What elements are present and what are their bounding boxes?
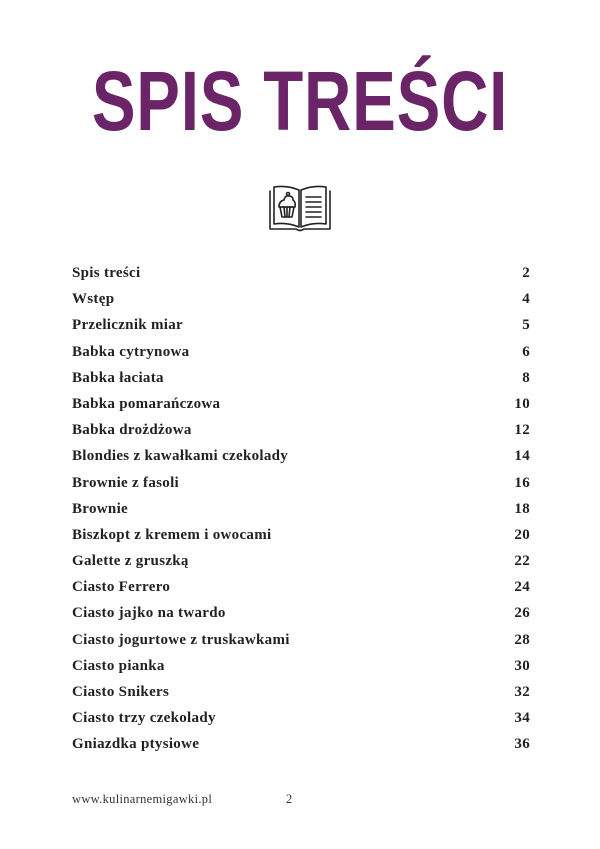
toc-entry-page-number: 12 — [514, 422, 530, 439]
toc-entry[interactable] — [72, 710, 530, 736]
toc-entry[interactable] — [72, 736, 530, 762]
toc-entry-page-number: 4 — [522, 291, 530, 308]
toc-entry[interactable] — [72, 632, 530, 658]
toc-entry[interactable] — [72, 448, 530, 474]
toc-entry[interactable] — [72, 605, 530, 631]
footer-url: www.kulinarnemigawki.pl — [72, 792, 213, 806]
toc-entry[interactable] — [72, 684, 530, 710]
toc-entry[interactable] — [72, 658, 530, 684]
toc-entry-title: Ciasto jajko na twardo — [72, 605, 226, 622]
toc-entry-page-number: 20 — [514, 526, 530, 543]
toc-entry-title: Brownie z fasoli — [72, 474, 180, 491]
toc-entry-title: Babka cytrynowa — [72, 343, 190, 360]
toc-entry-page-number: 28 — [514, 631, 530, 648]
toc-entry-title: Ciasto Snikers — [72, 684, 170, 700]
toc-entry-page-number: 14 — [514, 448, 530, 465]
toc-entry-title: Ciasto trzy czekolady — [72, 710, 216, 727]
toc-entry-title: Galette z gruszką — [72, 553, 189, 570]
toc-entry-page-number: 36 — [514, 736, 530, 753]
toc-entry[interactable] — [72, 579, 530, 605]
toc-entry-page-number: 5 — [522, 317, 530, 334]
toc-entry-page-number: 26 — [514, 605, 530, 622]
toc-entry-page-number: 32 — [514, 684, 530, 700]
open-book-with-cupcake-icon — [267, 183, 333, 235]
toc-entry-title: Gniazdka ptysiowe — [72, 736, 200, 753]
toc-entry-title: Ciasto pianka — [72, 657, 165, 674]
page-title: SPIS TREŚCI — [91, 54, 509, 148]
toc-entry-page-number: 22 — [514, 553, 530, 570]
toc-entry[interactable] — [72, 370, 530, 396]
toc-entry[interactable] — [72, 422, 530, 448]
toc-entry[interactable] — [72, 501, 530, 527]
toc-entry-page-number: 24 — [514, 579, 530, 596]
toc-entry-page-number: 8 — [522, 369, 530, 386]
toc-entry-page-number: 34 — [514, 710, 530, 727]
toc-entry[interactable] — [72, 527, 530, 553]
toc-entry[interactable] — [72, 396, 530, 422]
table-of-contents — [72, 265, 530, 763]
toc-entry[interactable] — [72, 291, 530, 317]
toc-entry-title: Blondies z kawałkami czekolady — [72, 448, 289, 465]
toc-entry[interactable] — [72, 317, 530, 343]
toc-entry[interactable] — [72, 475, 530, 501]
toc-entry-page-number: 10 — [514, 395, 530, 412]
toc-entry-title: Babka drożdżowa — [72, 422, 192, 439]
toc-entry[interactable] — [72, 344, 530, 370]
footer-page-number: 2 — [286, 792, 293, 806]
toc-entry[interactable] — [72, 553, 530, 579]
toc-entry-page-number: 30 — [514, 657, 530, 674]
toc-entry-page-number: 16 — [514, 474, 530, 491]
toc-entry[interactable] — [72, 265, 530, 291]
toc-entry-title: Babka łaciata — [72, 369, 164, 386]
toc-entry-title: Ciasto jogurtowe z truskawkami — [72, 631, 290, 648]
toc-entry-title: Biszkopt z kremem i owocami — [72, 526, 272, 543]
toc-entry-page-number: 2 — [522, 265, 530, 281]
toc-entry-title: Przelicznik miar — [72, 317, 184, 334]
toc-entry-title: Spis treści — [72, 265, 141, 281]
toc-entry-title: Babka pomarańczowa — [72, 395, 221, 412]
toc-entry-title: Wstęp — [72, 291, 115, 308]
toc-entry-title: Brownie — [72, 500, 128, 517]
toc-entry-title: Ciasto Ferrero — [72, 579, 171, 596]
toc-entry-page-number: 6 — [522, 343, 530, 360]
toc-entry-page-number: 18 — [514, 500, 530, 517]
